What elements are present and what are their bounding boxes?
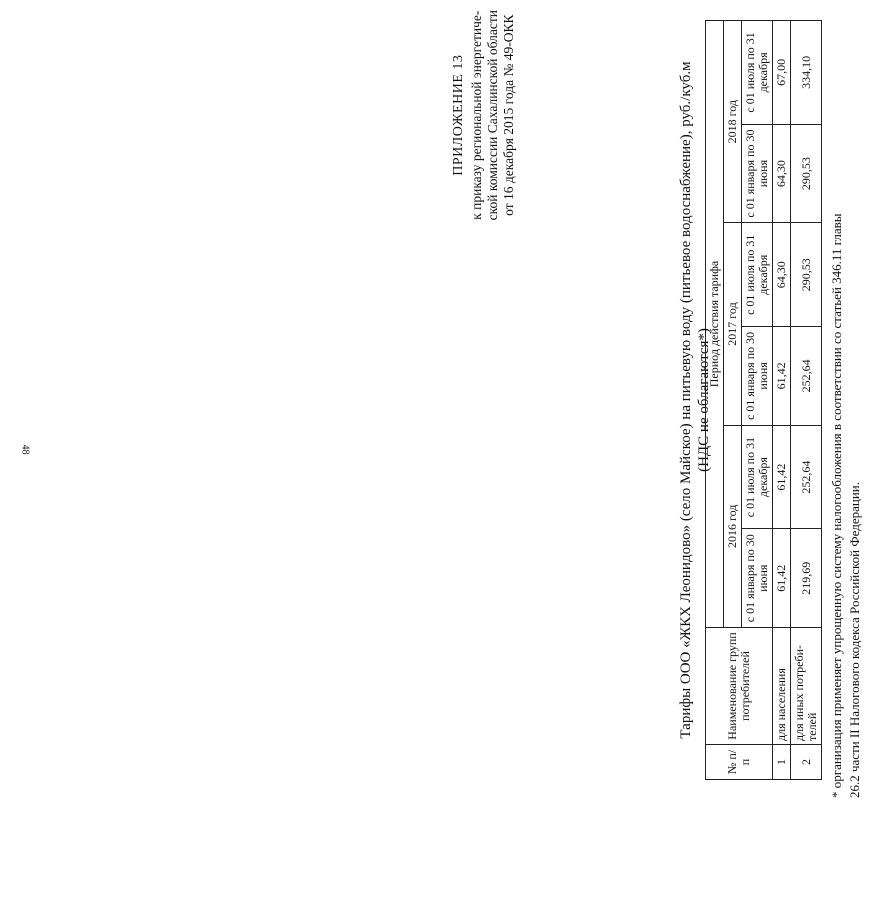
year-2018: 2018 год bbox=[724, 21, 742, 223]
period-2018-h1: с 01 января по 30 июня bbox=[742, 124, 773, 223]
header-row-1 bbox=[706, 21, 724, 780]
period-2018-h2: с 01 июля по 31 декабря bbox=[742, 21, 773, 125]
footnote-line-2: 26.2 части II Налогового кодекса Российской Федерации. bbox=[847, 481, 862, 798]
period-2017-h2: с 01 июля по 31 декабря bbox=[742, 223, 773, 327]
rotated-document bbox=[445, 0, 895, 820]
row-value: 64,30 bbox=[773, 223, 791, 327]
row-num: 1 bbox=[773, 745, 791, 780]
row-name: для населения bbox=[773, 628, 791, 745]
row-value: 252,64 bbox=[791, 425, 822, 529]
period-header: Период действия тарифа bbox=[706, 21, 724, 628]
row-value: 67,00 bbox=[773, 21, 791, 125]
row-value: 290,53 bbox=[791, 223, 822, 327]
row-value: 252,64 bbox=[791, 327, 822, 426]
table-title-line-1: Тарифы ООО «ЖКХ Леонидово» (село Майское) на питьевую воду (питьевое водоснабжение), руб./куб.м bbox=[678, 61, 694, 739]
period-2016-h2: с 01 июля по 31 декабря bbox=[742, 425, 773, 529]
appendix-title: ПРИЛОЖЕНИЕ 13 bbox=[451, 54, 466, 176]
table-row bbox=[773, 21, 791, 780]
appendix-line-2: ской комиссии Сахалинской области bbox=[485, 10, 500, 221]
row-value: 219,69 bbox=[791, 529, 822, 628]
period-2016-h1: с 01 января по 30 июня bbox=[742, 529, 773, 628]
table-row bbox=[791, 21, 822, 780]
row-value: 61,42 bbox=[773, 327, 791, 426]
table-title-line-2: (НДС не облагаются*) bbox=[696, 328, 712, 472]
row-value: 290,53 bbox=[791, 124, 822, 223]
appendix-header bbox=[451, 10, 517, 220]
row-num: 2 bbox=[791, 745, 822, 780]
footnote bbox=[828, 38, 864, 798]
row-value: 61,42 bbox=[773, 425, 791, 529]
row-value: 334,10 bbox=[791, 21, 822, 125]
row-name: для иных потреби-телей bbox=[791, 628, 822, 745]
page-number: 48 bbox=[19, 444, 31, 455]
year-2017: 2017 год bbox=[724, 223, 742, 425]
tariff-table bbox=[705, 20, 822, 780]
period-2017-h1: с 01 января по 30 июня bbox=[742, 327, 773, 426]
row-value: 61,42 bbox=[773, 529, 791, 628]
year-2016: 2016 год bbox=[724, 425, 742, 627]
col-name-header: Наименование групп потребителей bbox=[706, 628, 773, 745]
appendix-line-3: от 16 декабря 2015 года № 49-ОКК bbox=[501, 14, 516, 216]
col-num-header: № п/п bbox=[706, 745, 773, 780]
footnote-line-1: * организация применяет упрощенную систему налогообложения в соответствии со статьей 346.11 главы bbox=[829, 213, 844, 798]
appendix-line-1: к приказу региональной энергетиче- bbox=[469, 10, 484, 220]
row-value: 64,30 bbox=[773, 124, 791, 223]
